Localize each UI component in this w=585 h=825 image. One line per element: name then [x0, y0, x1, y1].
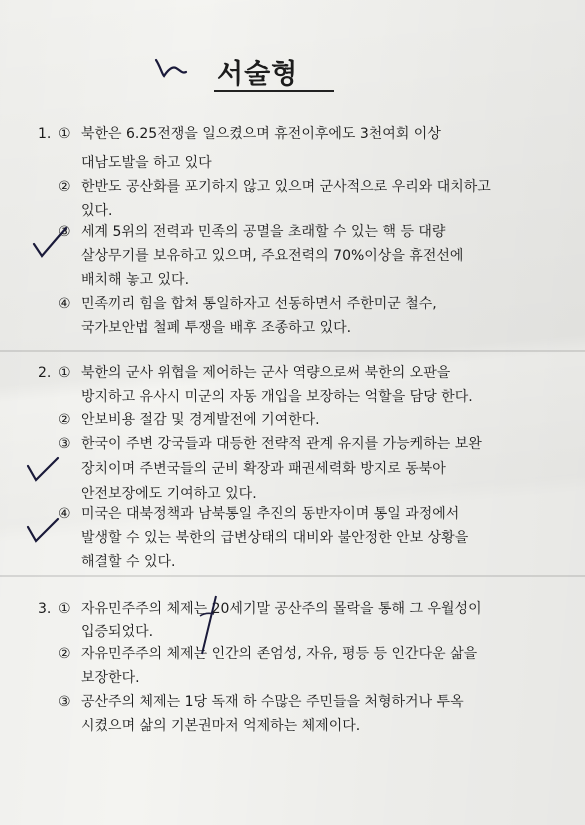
item-marker: ③ [58, 694, 71, 710]
item-marker: ② [58, 646, 71, 662]
item-text-line: 자유민주주의 체제는 인간의 존엄성, 자유, 평등 등 인간다운 삶을 [81, 646, 478, 662]
paper-crease [0, 350, 585, 352]
section-number: 3. [38, 601, 52, 617]
item-text-line: 시켰으며 삶의 기본권마저 억제하는 체제이다. [81, 718, 361, 734]
item-text-line: 해결할 수 있다. [81, 554, 176, 570]
item-marker: ① [58, 601, 71, 617]
item-text-line: 장치이며 주변국들의 군비 확장과 패권세력화 방지로 동북아 [81, 461, 446, 477]
title-underline [214, 90, 334, 92]
item-text-line: 국가보안법 철폐 투쟁을 배후 조종하고 있다. [81, 320, 352, 336]
paper-crease [0, 575, 585, 577]
pen-scribble-mark [150, 52, 192, 82]
item-text-line: 자유민주주의 체제는 20세기말 공산주의 몰락을 통해 그 우월성이 [81, 601, 482, 617]
item-text-line: 대남도발을 하고 있다 [81, 155, 212, 171]
item-text-line: 배치해 놓고 있다. [81, 272, 190, 288]
section-number: 2. [38, 365, 52, 381]
item-marker: ③ [58, 224, 71, 240]
section-number: 1. [38, 126, 52, 142]
item-text-line: 민족끼리 힘을 합쳐 통일하자고 선동하면서 주한미군 철수, [81, 296, 437, 312]
check-mark-icon [30, 224, 70, 264]
item-text-line: 안보비용 절감 및 경계발전에 기여한다. [81, 412, 320, 428]
item-text-line: 안전보장에도 기여하고 있다. [81, 486, 257, 502]
item-text-line: 북한은 6.25전쟁을 일으켰으며 휴전이후에도 3천여회 이상 [81, 126, 441, 142]
item-text-line: 입증되었다. [81, 624, 154, 640]
item-text-line: 한국이 주변 강국들과 대등한 전략적 관계 유지를 가능케하는 보완 [81, 436, 482, 452]
pen-slash-mark [194, 592, 222, 664]
item-text-line: 발생할 수 있는 북한의 급변상태의 대비와 불안정한 안보 상황을 [81, 530, 469, 546]
check-mark-icon [24, 452, 64, 486]
item-text-line: 살상무기를 보유하고 있으며, 주요전력의 70%이상을 휴전선에 [81, 248, 464, 264]
item-marker: ④ [58, 506, 71, 522]
item-marker: ③ [58, 436, 71, 452]
item-marker: ① [58, 365, 71, 381]
item-text-line: 미국은 대북정책과 남북통일 추진의 동반자이며 통일 과정에서 [81, 506, 460, 522]
item-text-line: 있다. [81, 203, 113, 219]
item-text-line: 세계 5위의 전력과 민족의 공멸을 초래할 수 있는 핵 등 대량 [81, 224, 446, 240]
item-text-line: 북한의 군사 위협을 제어하는 군사 역량으로써 북한의 오판을 [81, 365, 451, 381]
item-marker: ④ [58, 296, 71, 312]
item-marker: ② [58, 179, 71, 195]
check-mark-icon [24, 513, 64, 547]
item-marker: ② [58, 412, 71, 428]
item-text-line: 공산주의 체제는 1당 독재 하 수많은 주민들을 처형하거나 투옥 [81, 694, 464, 710]
item-text-line: 보장한다. [81, 670, 140, 686]
page-title: 서술형 [217, 59, 299, 90]
item-marker: ① [58, 126, 71, 142]
item-text-line: 한반도 공산화를 포기하지 않고 있으며 군사적으로 우리와 대치하고 [81, 179, 491, 195]
item-text-line: 방지하고 유사시 미군의 자동 개입을 보장하는 억할을 담당 한다. [81, 389, 473, 405]
